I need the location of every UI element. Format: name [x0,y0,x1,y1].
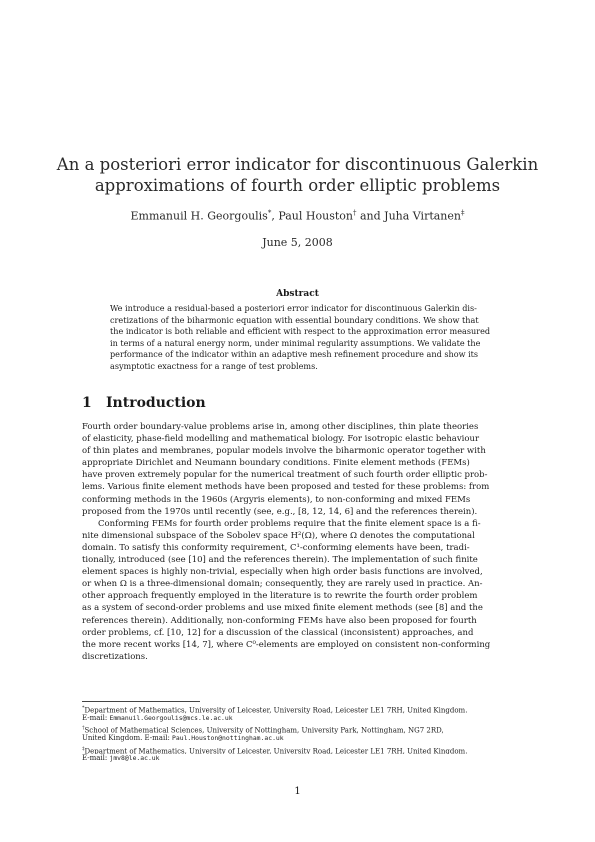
line-text: domain. To satisfy this conformity requirement, C¹-conforming elements have been, tradi- [82,542,470,553]
author-name: Paul Houston [278,209,353,223]
paragraph-line [82,651,517,663]
section-number: 1 [82,395,92,411]
paragraph-line [82,602,517,614]
line-text: appropriate Dirichlet and Neumann boundary conditions. Finite element methods (FEMs) [82,458,470,469]
paragraph-line [82,530,517,542]
abstract-line: We introduce a residual-based a posteriori error indicator for discontinuous Galerkin dis- [110,303,477,313]
footnote-text: School of Mathematical Sciences, University of Nottingham, University Park, Nottingham, NG7 2RD, [84,726,444,734]
title-line-2: approximations of fourth order elliptic problems [94,176,501,195]
footnote-line [82,754,517,764]
footnote-email[interactable]: jmv8@le.ac.uk [109,754,160,763]
author-name: Juha Virtanen [384,209,461,223]
line-text: conforming methods in the 1960s (Argyris elements), to non-conforming and mixed FEMs [82,494,471,505]
footnote-text: Department of Mathematics, University of Leicester, University Road, Leicester LE1 7RH, United Kingdom. [84,706,468,714]
footnote-line [82,724,517,734]
paper-date: June 5, 2008 [262,236,333,249]
author-name: Emmanuil H. Georgoulis [130,209,268,223]
line-text: the more recent works [14, 7], where C⁰-elements are employed on consistent non-conforming [82,639,491,650]
line-text: Fourth order boundary-value problems arise in, among other disciplines, thin plate theories [82,422,479,432]
line-text: of thin plates and membranes, popular models involve the biharmonic operator together with [82,446,486,457]
paragraph-line [82,639,517,651]
abstract-body [110,303,502,373]
abstract-heading: Abstract [276,289,319,299]
footnote-mark: * [82,705,85,711]
footnote-text: E-mail: [82,754,110,763]
line-text: lems. Various finite element methods have been proposed and tested for these problems: from [82,482,490,493]
page-number: 1 [294,786,301,797]
paragraph-line [82,578,517,590]
abstract-line: the indicator is both reliable and efficient with respect to the approximation error measured [110,326,491,337]
paragraph-line [82,506,517,518]
line-text: have proven extremely popular for the numerical treatment of such fourth order elliptic prob- [82,470,488,481]
title-line-1: An a posteriori error indicator for discontinuous Galerkin [56,155,539,174]
line-text: nite dimensional subspace of the Sobolev space H²(Ω), where Ω denotes the computational [82,530,475,541]
line-text: discretizations. [82,651,148,662]
paragraph-line [82,445,517,457]
paragraph-line [82,566,517,578]
paragraph-line [82,421,517,433]
paragraph-line [82,433,517,445]
paragraph-line [82,554,517,566]
author-list [40,209,555,223]
line-text: or when Ω is a three-dimensional domain; consequently, they are rarely used in practice. An- [82,579,483,590]
paragraph-line [82,627,517,639]
paragraph-line [82,615,517,627]
author-separator: and [359,209,381,223]
abstract-line: in terms of a natural energy norm, under minimal regularity assumptions. We validate the [110,337,481,348]
author-mark: * [267,209,272,217]
paragraph-line [82,469,517,481]
line-text: tionally, introduced (see [10] and the references therein). The implementation of such finite [82,555,478,566]
body-text [82,421,517,663]
footnote [82,745,517,764]
paragraph-line [82,590,517,602]
abstract-line: asymptotic exactness for a range of test problems. [110,360,318,371]
footnote-mark: † [82,725,85,732]
footnote-line [82,745,517,755]
line-text: references therein). Additionally, non-conforming FEMs have also been proposed for fourth [82,615,477,626]
footnote-rule [82,701,200,702]
paragraph [82,518,517,663]
paragraph-line [82,457,517,469]
line-text: as a system of second-order problems and use mixed finite element methods (see [8] and the [82,603,483,614]
line-text: of elasticity, phase-field modelling and mathematical biology. For isotropic elastic behaviour [82,434,480,445]
section-title: Introduction [106,395,206,411]
abstract-line: cretizations of the biharmonic equation with essential boundary conditions. We show that [110,314,479,325]
line-text: other approach frequently employed in the literature is to rewrite the fourth order problem [82,591,478,602]
footnote-email[interactable]: Paul.Houston@nottingham.ac.uk [172,733,284,742]
author-mark: † [352,209,357,217]
author-mark: ‡ [461,209,465,217]
paragraph-line [82,518,517,530]
author-separator: , [271,209,275,223]
line-text: proposed from the 1970s until recently (see, e.g., [8, 12, 14, 6] and the references therein). [82,506,478,517]
footnote-line [82,714,517,724]
footnote-line [82,704,517,714]
line-text: order problems, cf. [10, 12] for a discussion of the classical (inconsistent) approaches, and [82,627,474,638]
footnote [82,724,517,743]
footnotes [82,701,517,765]
footnote-text: Department of Mathematics, University of Leicester, University Road, Leicester LE1 7RH, United Kingdom. [84,747,468,755]
paragraph [82,421,517,518]
abstract-line: performance of the indicator within an adaptive mesh refinement procedure and show its [110,349,479,360]
section-heading [82,395,206,411]
footnote [82,704,517,723]
footnote-line [82,734,517,744]
paragraph-line [82,494,517,506]
footnote-email[interactable]: Emmanuil.Georgoulis@mcs.le.ac.uk [109,713,233,722]
footnote-text: E-mail: [82,713,110,722]
paragraph-line [82,542,517,554]
line-text: Conforming FEMs for fourth order problems require that the finite element space is a fi- [98,518,481,529]
footnote-text: United Kingdom. E-mail: [82,733,173,742]
line-text: element spaces is highly non-trivial, especially when high order basis functions are involved, [82,567,483,578]
paper-title [40,154,555,196]
footnote-mark: ‡ [82,745,85,752]
paragraph-line [82,481,517,493]
